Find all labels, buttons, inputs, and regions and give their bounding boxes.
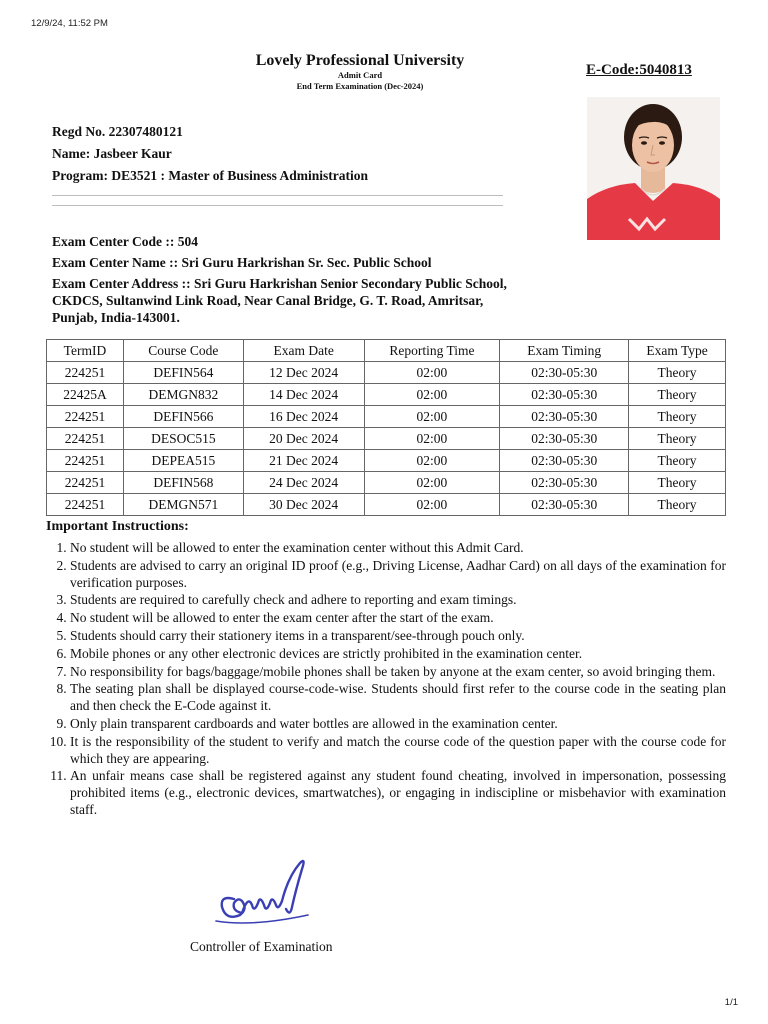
student-photo-illustration <box>587 97 720 240</box>
table-cell: 02:30-05:30 <box>500 428 629 450</box>
list-item <box>46 664 726 681</box>
table-cell: DEFIN566 <box>123 406 243 428</box>
divider-line <box>52 195 503 196</box>
signatory-title: Controller of Examination <box>190 939 333 954</box>
list-item <box>46 716 726 733</box>
program-name: Program: DE3521 : Master of Business Administration <box>52 168 368 183</box>
instruction-text: No responsibility for bags/baggage/mobile phones shall be taken by anyone at the exam center, so avoid bringing them. <box>70 663 716 679</box>
column-header: Exam Date <box>243 340 364 362</box>
table-row <box>47 472 726 494</box>
item-number: 2. <box>56 557 70 573</box>
list-item <box>46 592 726 609</box>
print-timestamp: 12/9/24, 11:52 PM <box>31 18 108 29</box>
table-cell: 224251 <box>47 406 124 428</box>
instruction-text: An unfair means case shall be registered against any student found cheating, involved in impersonation, possessing prohibited items (e.g., electronic devices, smartwatches), or engaging in indiscipline or misbehavior with examination staff. <box>70 768 726 817</box>
instruction-text: Students are required to carefully check and adhere to reporting and exam timings. <box>70 592 517 608</box>
table-cell: 20 Dec 2024 <box>243 428 364 450</box>
table-cell: 02:00 <box>364 450 500 472</box>
item-number: 7. <box>56 663 70 679</box>
document-title: Admit Card <box>337 70 383 80</box>
instruction-text: Students should carry their stationery items in a transparent/see-through pouch only. <box>70 627 525 643</box>
item-number: 11. <box>50 768 70 784</box>
item-number: 10. <box>49 733 70 749</box>
table-cell: 02:00 <box>364 384 500 406</box>
column-header: Exam Type <box>629 340 726 362</box>
registration-number: Regd No. 22307480121 <box>52 124 183 139</box>
e-code: E-Code:5040813 <box>586 62 692 78</box>
table-cell: 224251 <box>47 472 124 494</box>
item-number: 6. <box>56 645 70 661</box>
student-details <box>52 121 368 187</box>
table-row <box>47 406 726 428</box>
table-cell: 02:30-05:30 <box>500 450 629 472</box>
item-number: 1. <box>56 540 70 555</box>
table-cell: Theory <box>629 450 726 472</box>
exam-center-details <box>52 233 522 330</box>
exam-center-name: Exam Center Name :: Sri Guru Harkrishan Sr. Sec. Public School <box>52 255 432 270</box>
list-item <box>46 768 726 818</box>
table-header-row <box>47 340 726 362</box>
table-cell: 12 Dec 2024 <box>243 362 364 384</box>
instruction-text: Only plain transparent cardboards and water bottles are allowed in the examination center. <box>70 715 558 731</box>
signature-image <box>212 855 322 935</box>
column-header: TermID <box>47 340 124 362</box>
list-item <box>46 681 726 715</box>
instruction-text: Students are advised to carry an original ID proof (e.g., Driving License, Aadhar Card) on all days of the examination for verification purposes. <box>70 557 726 590</box>
table-cell: DEFIN568 <box>123 472 243 494</box>
exam-schedule-table <box>46 339 726 516</box>
column-header: Course Code <box>123 340 243 362</box>
student-name: Name: Jasbeer Kaur <box>52 146 172 161</box>
list-item <box>46 734 726 768</box>
instruction-text: It is the responsibility of the student to verify and match the course code of the question paper with the course code for which they are appearing. <box>70 733 726 766</box>
table-cell: 02:30-05:30 <box>500 472 629 494</box>
table-cell: DESOC515 <box>123 428 243 450</box>
table-cell: 02:30-05:30 <box>500 494 629 516</box>
table-row <box>47 384 726 406</box>
column-header: Exam Timing <box>500 340 629 362</box>
instruction-text: Mobile phones or any other electronic devices are strictly prohibited in the examination center. <box>70 645 583 661</box>
table-cell: Theory <box>629 406 726 428</box>
table-cell: Theory <box>629 362 726 384</box>
table-cell: 16 Dec 2024 <box>243 406 364 428</box>
list-item <box>46 558 726 592</box>
table-cell: Theory <box>629 494 726 516</box>
table-cell: 224251 <box>47 450 124 472</box>
table-row <box>47 362 726 384</box>
list-item <box>46 628 726 645</box>
table-cell: Theory <box>629 472 726 494</box>
table-cell: DEFIN564 <box>123 362 243 384</box>
table-cell: DEMGN571 <box>123 494 243 516</box>
table-cell: 224251 <box>47 494 124 516</box>
table-cell: 24 Dec 2024 <box>243 472 364 494</box>
item-number: 8. <box>56 681 70 697</box>
table-cell: 30 Dec 2024 <box>243 494 364 516</box>
column-header: Reporting Time <box>364 340 500 362</box>
instruction-text: The seating plan shall be displayed course-code-wise. Students should first refer to the course code in the seating plan and then check the E-Code against it. <box>70 681 726 714</box>
table-cell: Theory <box>629 384 726 406</box>
list-item <box>46 646 726 663</box>
exam-center-code: Exam Center Code :: 504 <box>52 234 198 249</box>
table-cell: 21 Dec 2024 <box>243 450 364 472</box>
item-number: 4. <box>56 610 70 626</box>
university-name: Lovely Professional University <box>255 52 465 69</box>
instructions-title: Important Instructions: <box>46 519 189 534</box>
table-cell: 02:30-05:30 <box>500 406 629 428</box>
table-row <box>47 450 726 472</box>
instructions-list <box>46 540 726 820</box>
divider-line <box>52 205 503 206</box>
table-cell: 02:00 <box>364 472 500 494</box>
table-cell: 02:00 <box>364 362 500 384</box>
table-cell: 14 Dec 2024 <box>243 384 364 406</box>
table-row <box>47 428 726 450</box>
table-cell: DEPEA515 <box>123 450 243 472</box>
list-item <box>46 610 726 627</box>
table-cell: 02:00 <box>364 428 500 450</box>
exam-center-address: Exam Center Address :: Sri Guru Harkrishan Senior Secondary Public School, CKDCS, Sultanwind Link Road, Near Canal Bridge, G. T. Road, Amritsar, Punjab, India-143001. <box>52 276 507 325</box>
exam-title: End Term Examination (Dec-2024) <box>296 81 424 91</box>
table-cell: Theory <box>629 428 726 450</box>
table-row <box>47 494 726 516</box>
table-cell: 02:30-05:30 <box>500 384 629 406</box>
table-cell: DEMGN832 <box>123 384 243 406</box>
table-cell: 224251 <box>47 428 124 450</box>
student-photo <box>587 97 720 240</box>
instruction-text: No student will be allowed to enter the examination center without this Admit Card. <box>70 540 524 555</box>
item-number: 9. <box>56 715 70 731</box>
table-cell: 02:00 <box>364 494 500 516</box>
table-cell: 22425A <box>47 384 124 406</box>
table-cell: 02:00 <box>364 406 500 428</box>
item-number: 3. <box>56 592 70 608</box>
table-cell: 224251 <box>47 362 124 384</box>
instruction-text: No student will be allowed to enter the exam center after the start of the exam. <box>70 610 494 626</box>
item-number: 5. <box>56 627 70 643</box>
page-number: 1/1 <box>724 997 738 1008</box>
signature-stroke <box>212 855 322 935</box>
list-item <box>46 540 726 557</box>
document-header <box>180 51 540 91</box>
table-cell: 02:30-05:30 <box>500 362 629 384</box>
